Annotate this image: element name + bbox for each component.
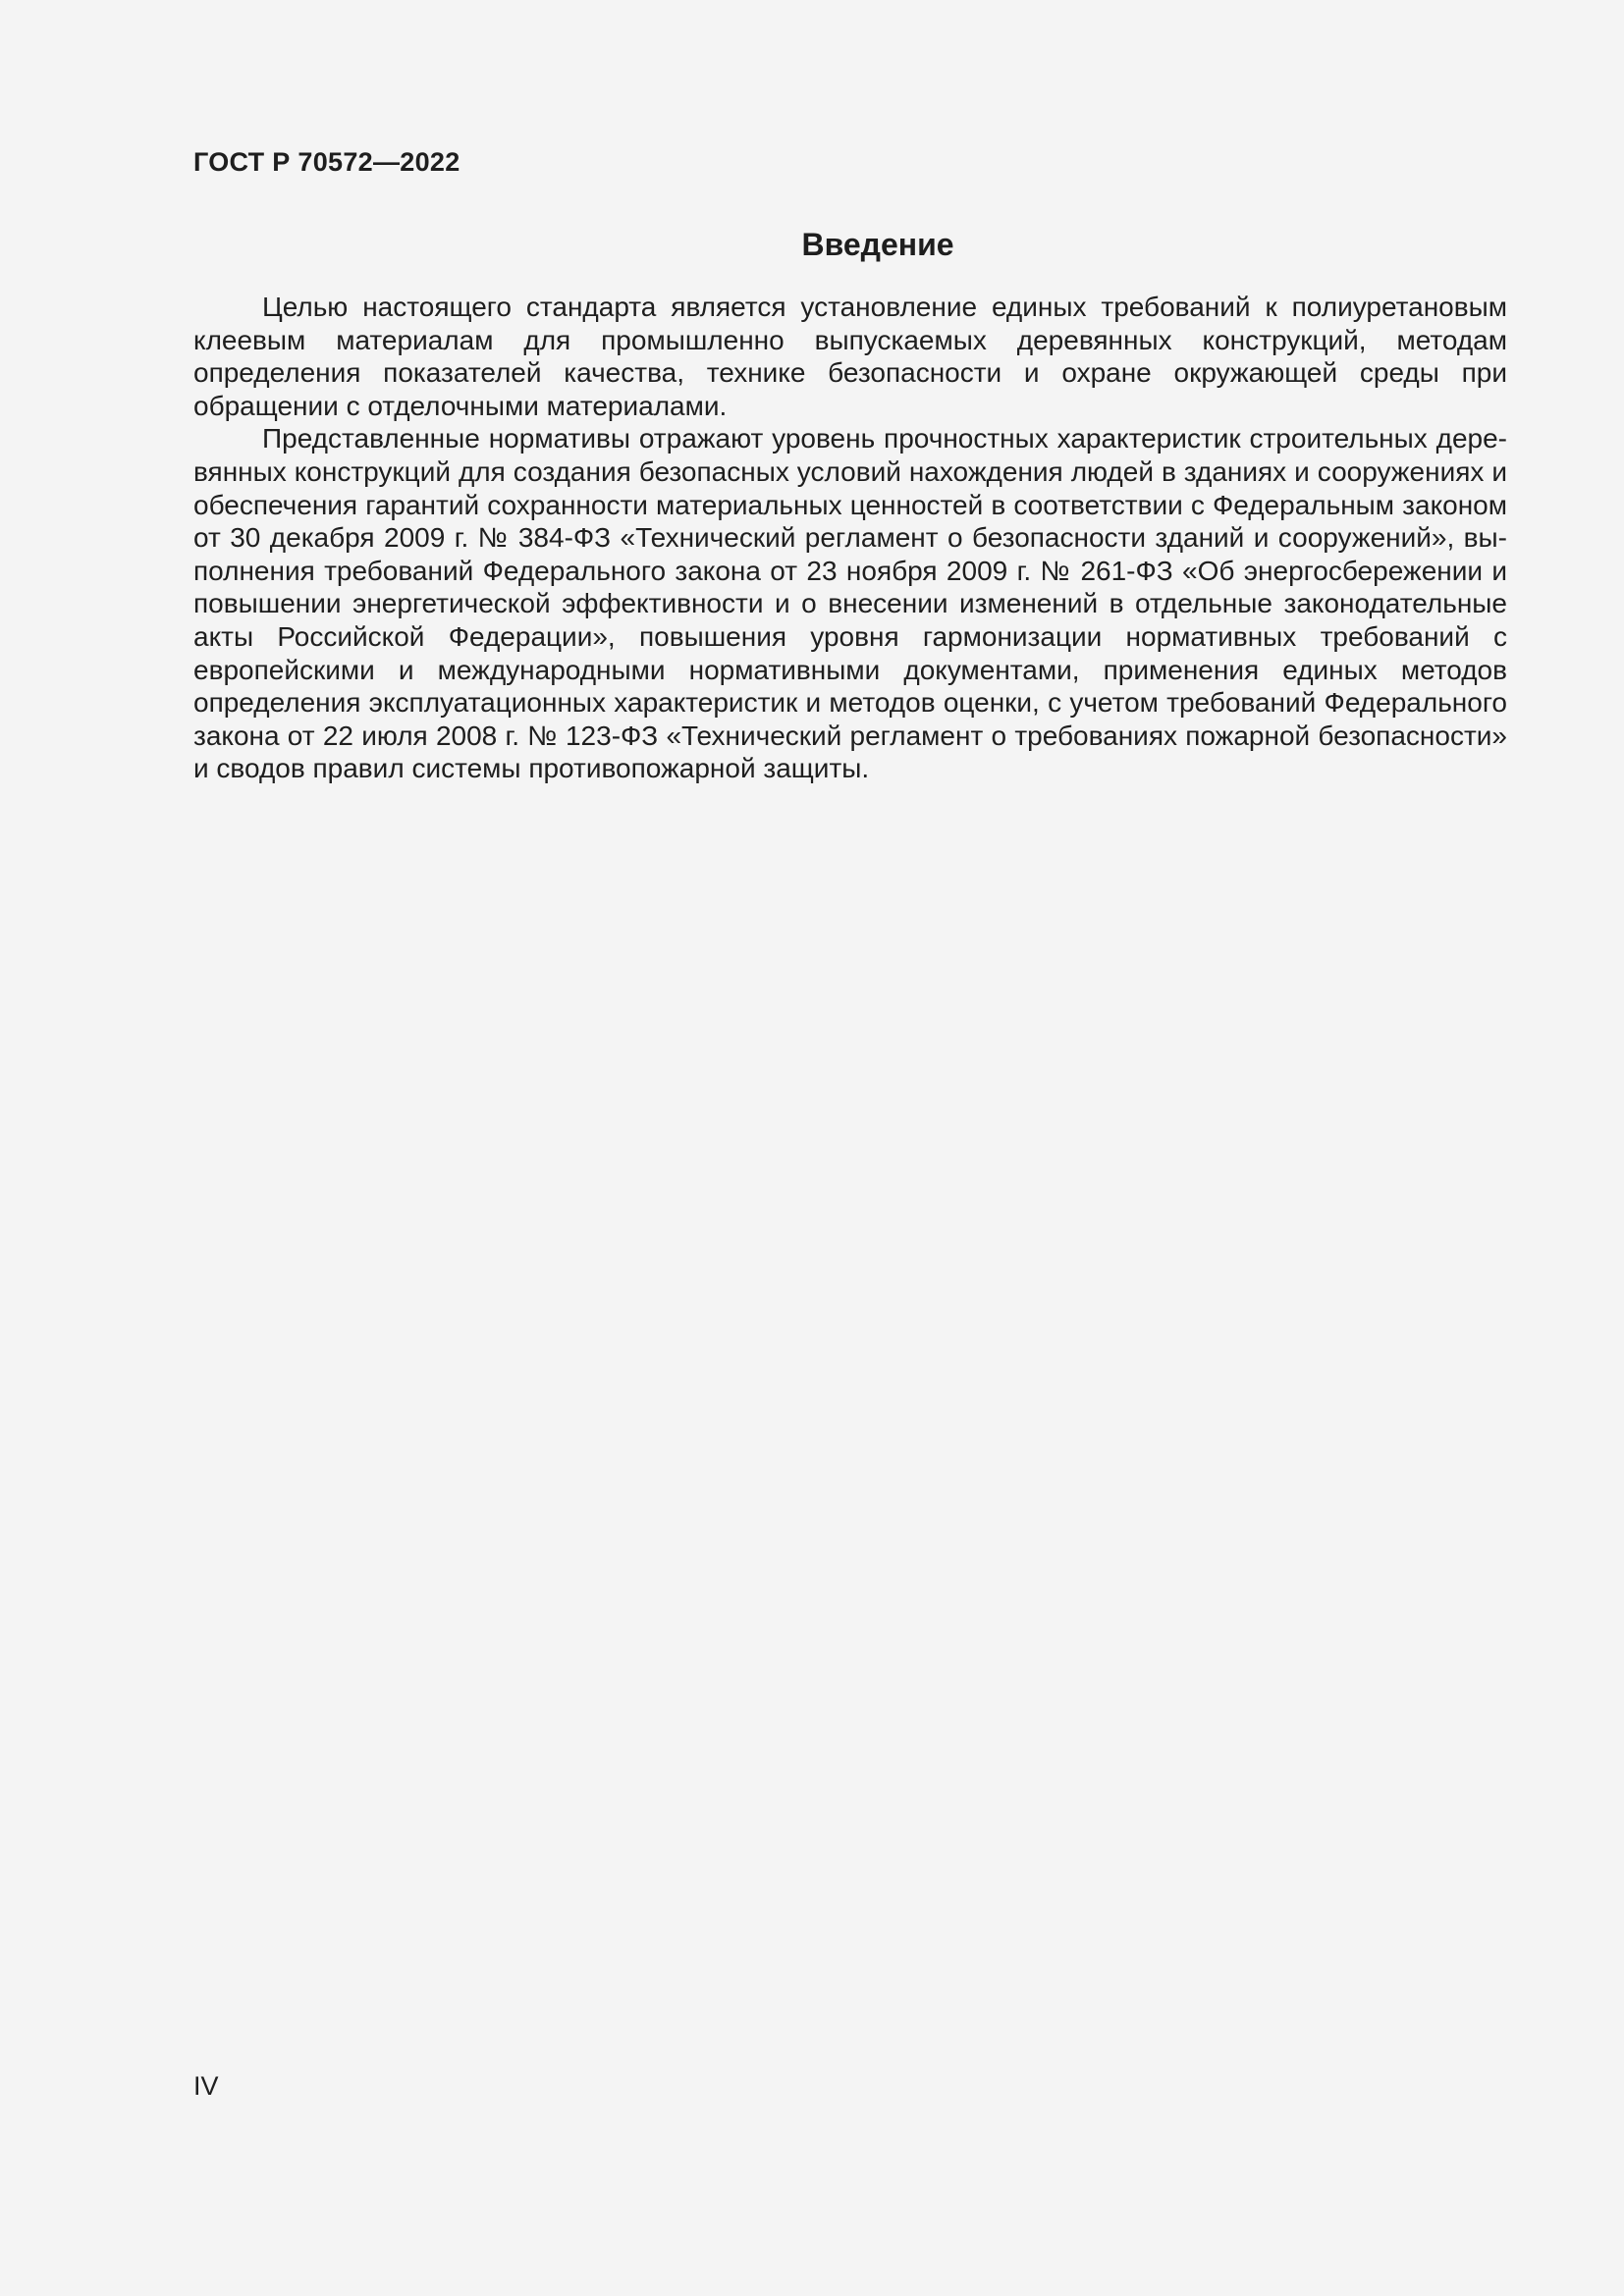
introduction-section (193, 222, 1507, 785)
paragraph-purpose: Целью настоящего стандарта является установление единых требований к полиуретановым клеевым материалам для промышленно выпускаемых деревянных конструкций, методам определения показателей качества, технике безопасности и охране окружающей среды при обращении с отделочными материалами. (193, 292, 1507, 421)
page-number: IV (193, 2071, 219, 2101)
paragraph-normatives: Представленные нормативы отражают уровень прочностных характеристик строительных деревянных конструкций для создания безопасных условий нахождения людей в зданиях и сооружениях и обеспечения гарантий сохранности материальных ценностей в соответствии с Федеральным законом от 30 декабря 2009 г. № 384-ФЗ «Технический регламент о безопасности зданий и сооружений», выполнения требований Федерального закона от 23 ноября 2009 г. № 261-ФЗ «Об энергосбережении и повышении энергетической эффективности и о внесении изменений в отдельные законодательные акты Российской Федерации», повышения уровня гармонизации нормативных требований с европейскими и международными нормативными документами, применения единых методов определения эксплуатационных характеристик и методов оценки, с учетом требований Федерального закона от 22 июля 2008 г. № 123-ФЗ «Технический регламент о требованиях пожарной безопасности» и сводов правил системы противопожарной защиты. (193, 423, 1507, 784)
section-title: Введение (801, 227, 954, 262)
standard-code-header: ГОСТ Р 70572—2022 (193, 147, 460, 177)
